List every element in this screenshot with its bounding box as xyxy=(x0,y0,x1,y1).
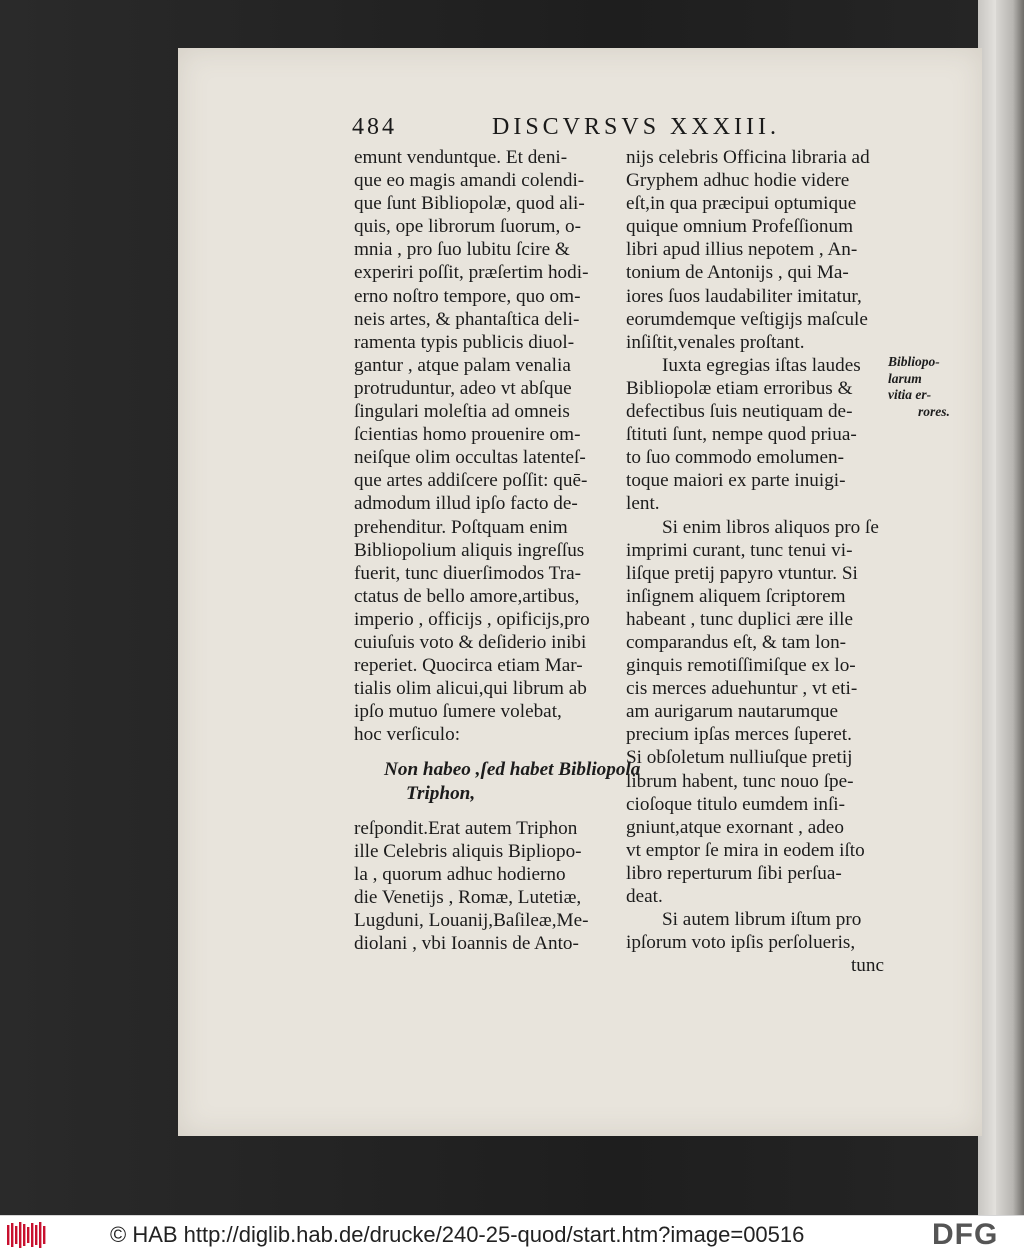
text-line: ille Celebris aliquis Bipliopo- xyxy=(354,840,582,862)
text-line: imperio , officijs , opificijs,pro xyxy=(354,608,590,630)
text-line: quis, ope librorum ſuorum, o- xyxy=(354,216,582,238)
running-head xyxy=(352,114,792,148)
text-line: inſiſtit,venales proſtant. xyxy=(626,331,805,353)
text-line: Si autem librum iſtum pro xyxy=(662,909,862,931)
text-line: nijs celebris Officina libraria ad xyxy=(626,147,870,168)
text-line: libro reperturum ſibi perſua- xyxy=(626,862,842,884)
text-line: quique omnium Profeſſionum xyxy=(626,216,854,238)
text-line: die Venetijs , Romæ, Lutetiæ, xyxy=(354,886,582,908)
text-line: iores ſuos laudabiliter imitatur, xyxy=(626,285,862,307)
text-line: gantur , atque palam venalia xyxy=(354,354,571,376)
text-line: que artes addiſcere poſſit: quē- xyxy=(354,470,588,492)
text-line: librum habent, tunc nouo ſpe- xyxy=(626,770,854,792)
margin-note xyxy=(888,354,972,420)
text-line: que ſunt Bibliopolæ, quod ali- xyxy=(354,193,585,215)
book-spine-edge xyxy=(996,0,1024,1215)
text-line: cuiuſuis voto & deſiderio inibi xyxy=(354,631,587,653)
text-line: admodum illud ipſo facto de- xyxy=(354,493,578,515)
margin-note-line: vitia er- xyxy=(888,387,932,402)
text-line: diolani , vbi Ioannis de Anto- xyxy=(354,933,579,955)
text-line: eſt,in qua præcipui optumique xyxy=(626,193,857,215)
text-line: protruduntur, adeo vt abſque xyxy=(354,377,572,399)
text-line: neiſque olim occultas latenteſ- xyxy=(354,447,586,469)
right-text-column xyxy=(626,146,886,977)
text-line: comparandus eſt, & tam lon- xyxy=(626,631,847,653)
text-line: Bibliopolium aliquis ingreſſus xyxy=(354,539,585,561)
catchword: tunc xyxy=(850,955,884,977)
verse-gap xyxy=(354,746,616,758)
text-line: ramenta typis publicis diuol- xyxy=(354,331,575,353)
text-line: ipſo mutuo ſumere volebat, xyxy=(354,701,562,723)
dfg-logo: DFG xyxy=(932,1218,999,1251)
text-line: precium ipſas merces ſuperet. xyxy=(626,724,852,746)
text-line: tialis olim alicui,qui librum ab xyxy=(354,678,587,700)
text-line: cioſoque titulo eumdem inſi- xyxy=(626,793,846,815)
text-line: tonium de Antonijs , qui Ma- xyxy=(626,262,849,284)
text-line: prehenditur. Poſtquam enim xyxy=(354,516,568,538)
text-line: fuerit, tunc diuerſimodos Tra- xyxy=(354,562,582,584)
verse-line: Non habeo ,ſed habet Bibliopola xyxy=(384,759,641,781)
text-line: erno noſtro tempore, quo om- xyxy=(354,285,581,307)
text-line: am aurigarum nautarumque xyxy=(626,701,839,723)
text-line: inſignem aliquem ſcriptorem xyxy=(626,585,846,607)
text-line: gniunt,atque exornant , adeo xyxy=(626,816,844,838)
text-line: eorumdemque veſtigijs maſcule xyxy=(626,308,868,330)
margin-note-line: larum xyxy=(888,370,922,386)
text-line: Si obſoletum nulliuſque pretij xyxy=(626,747,853,769)
verse-gap xyxy=(354,805,616,817)
text-line: experiri poſſit, præſertim hodi- xyxy=(354,262,589,284)
text-line: toque maiori ex parte inuigi- xyxy=(626,470,846,492)
running-title: DISCVRSVS XXXIII. xyxy=(492,114,781,140)
footer-copyright-url[interactable]: © HAB http://diglib.hab.de/drucke/240-25-quod/start.htm?image=00516 xyxy=(110,1222,805,1247)
text-line: imprimi curant, tunc tenui vi- xyxy=(626,539,853,561)
text-line: ſcientias homo prouenire om- xyxy=(354,424,581,446)
text-line: emunt venduntque. Et deni- xyxy=(354,147,568,168)
text-line: deat. xyxy=(626,886,663,907)
text-line: defectibus ſuis neutiquam de- xyxy=(626,401,853,423)
text-line: to ſuo commodo emolumen- xyxy=(626,447,844,469)
text-line: que eo magis amandi colendi- xyxy=(354,170,585,192)
text-line: ginquis remotiſſimiſque ex lo- xyxy=(626,655,856,677)
verse-line: Triphon, xyxy=(406,782,476,804)
text-line: habeant , tunc duplici ære ille xyxy=(626,608,853,630)
text-line: Si enim libros aliquos pro ſe xyxy=(662,516,879,538)
text-line: libri apud illius nepotem , An- xyxy=(626,239,858,261)
margin-note-line: Bibliopo- xyxy=(888,354,940,369)
text-line: reperiet. Quocirca etiam Mar- xyxy=(354,655,583,677)
text-line: Iuxta egregias iſtas laudes xyxy=(662,354,861,376)
text-line: ctatus de bello amore,artibus, xyxy=(354,585,580,607)
text-line: Gryphem adhuc hodie videre xyxy=(626,170,850,192)
text-line: vt emptor ſe mira in eodem iſto xyxy=(626,839,865,861)
text-line: ſtituti ſunt, nempe quod priua- xyxy=(626,424,857,446)
text-line: mnia , pro ſuo lubitu ſcire & xyxy=(354,239,570,261)
hab-logo-icon xyxy=(6,1221,48,1249)
text-line: lent. xyxy=(626,493,660,515)
text-line: la , quorum adhuc hodierno xyxy=(354,863,566,885)
text-line: neis artes, & phantaſtica deli- xyxy=(354,308,580,330)
text-line: Lugduni, Louanij,Baſileæ,Me- xyxy=(354,910,589,931)
text-line: liſque pretij papyro vtuntur. Si xyxy=(626,562,858,584)
text-line: Bibliopolæ etiam erroribus & xyxy=(626,377,853,399)
left-text-column xyxy=(354,146,641,955)
text-line: ſingulari moleſtia ad omneis xyxy=(354,401,570,423)
margin-note-line: rores. xyxy=(918,403,950,419)
page-number: 484 xyxy=(352,114,397,140)
text-line: reſpondit.Erat autem Triphon xyxy=(354,817,578,839)
text-line: ipſorum voto ipſis perſolueris, xyxy=(626,932,856,954)
text-line: cis merces aduehuntur , vt eti- xyxy=(626,678,858,700)
text-line: hoc verſiculo: xyxy=(354,724,461,746)
